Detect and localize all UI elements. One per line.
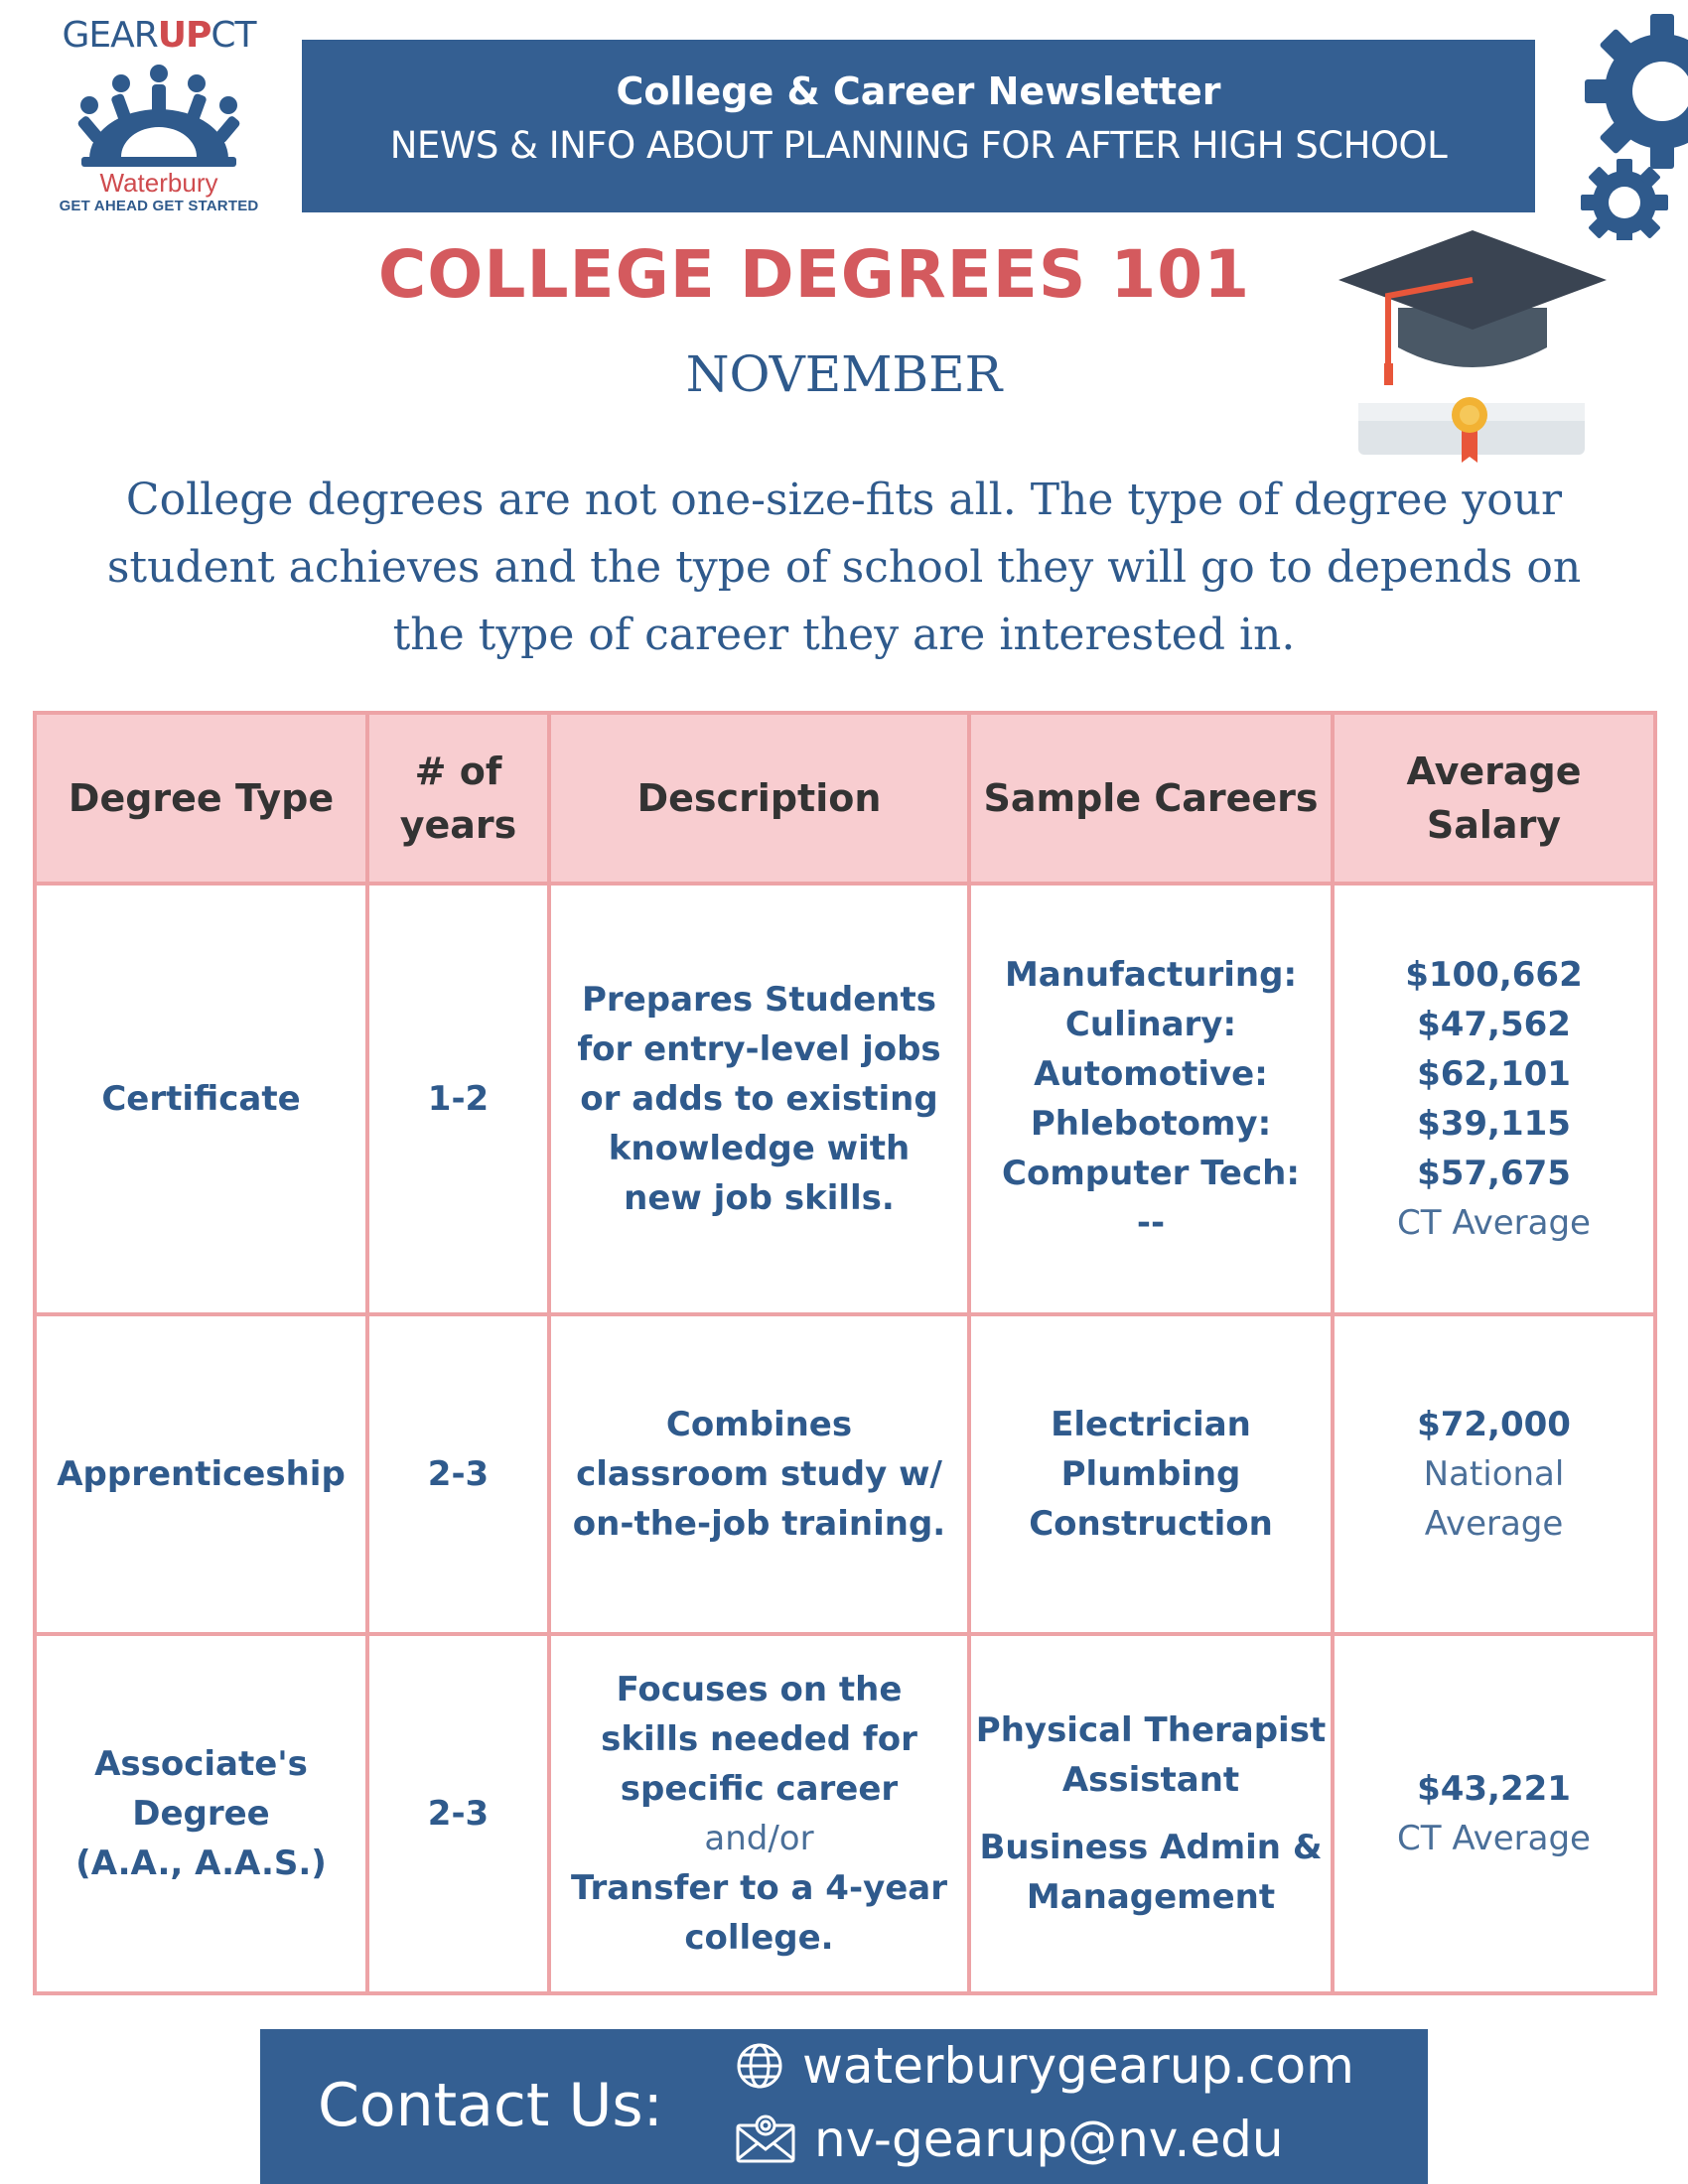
years-cell: 2-3 xyxy=(367,1314,549,1634)
globe-icon xyxy=(735,2041,784,2091)
years-cell: 1-2 xyxy=(367,884,549,1314)
salary-note: Average xyxy=(1424,1504,1564,1544)
header-description: Description xyxy=(549,713,969,884)
header-years: # of years xyxy=(367,713,549,884)
salary-cell: $100,662 $47,562 $62,101 $39,115 $57,675 CT Average xyxy=(1333,884,1655,1314)
page-month: NOVEMBER xyxy=(685,345,1003,403)
diploma-icon xyxy=(1358,397,1585,463)
salary-note: CT Average xyxy=(1397,1819,1591,1858)
table-row xyxy=(35,1634,1655,1993)
newsletter-banner xyxy=(302,40,1535,212)
website-text[interactable]: waterburygearup.com xyxy=(802,2037,1354,2095)
degree-type-cell: Certificate xyxy=(35,884,367,1314)
header-average-salary: Average Salary xyxy=(1333,713,1655,884)
degree-type-cell: Apprenticeship xyxy=(35,1314,367,1634)
description-cell: Prepares Students for entry-level jobs or adds to existing knowledge with new job skills. xyxy=(549,884,969,1314)
envelope-icon xyxy=(735,2114,796,2165)
logo-wordmark: GEARUPCT xyxy=(62,15,256,56)
careers-cell: Manufacturing: Culinary: Automotive: Phlebotomy: Computer Tech: -- xyxy=(969,884,1333,1314)
description-cell: Focuses on the skills needed for specific career and/or Transfer to a 4-year college. xyxy=(549,1634,969,1993)
email-text[interactable]: nv-gearup@nv.edu xyxy=(814,2111,1284,2168)
logo-figures-icon xyxy=(60,60,258,169)
gearup-logo xyxy=(40,14,278,232)
careers-cell: Electrician Plumbing Construction xyxy=(969,1314,1333,1634)
careers-cell: Physical Therapist Assistant Business Admin & Management xyxy=(969,1634,1333,1993)
header-degree-type: Degree Type xyxy=(35,713,367,884)
gear-icon xyxy=(1577,12,1688,240)
email-link[interactable] xyxy=(735,2111,1284,2168)
table-header-row xyxy=(35,713,1655,884)
page-title: COLLEGE DEGREES 101 xyxy=(377,236,1251,313)
salary-cell: $72,000 National Average xyxy=(1333,1314,1655,1634)
contact-footer xyxy=(260,2029,1428,2184)
banner-title: College & Career Newsletter xyxy=(616,69,1221,113)
table-row xyxy=(35,884,1655,1314)
degree-table xyxy=(33,711,1657,1995)
header-sample-careers: Sample Careers xyxy=(969,713,1333,884)
logo-tagline: GET AHEAD GET STARTED xyxy=(59,198,259,214)
salary-note: CT Average xyxy=(1397,1203,1591,1243)
table-row xyxy=(35,1314,1655,1634)
years-cell: 2-3 xyxy=(367,1634,549,1993)
logo-city: Waterbury xyxy=(99,168,218,198)
salary-note: National xyxy=(1423,1454,1565,1494)
banner-subtitle: NEWS & INFO ABOUT PLANNING FOR AFTER HIGH SCHOOL xyxy=(389,124,1448,167)
degree-type-cell: Associate's Degree (A.A., A.A.S.) xyxy=(35,1634,367,1993)
website-link[interactable] xyxy=(735,2037,1354,2095)
salary-cell: $43,221 CT Average xyxy=(1333,1634,1655,1993)
description-cell: Combines classroom study w/ on-the-job training. xyxy=(549,1314,969,1634)
contact-label: Contact Us: xyxy=(318,2071,663,2140)
graduation-cap-icon xyxy=(1329,218,1617,477)
intro-paragraph: College degrees are not one-size-fits all. The type of degree your student achieves and the type of school they will go to depends on the type of career they are interested in. xyxy=(106,475,1582,660)
